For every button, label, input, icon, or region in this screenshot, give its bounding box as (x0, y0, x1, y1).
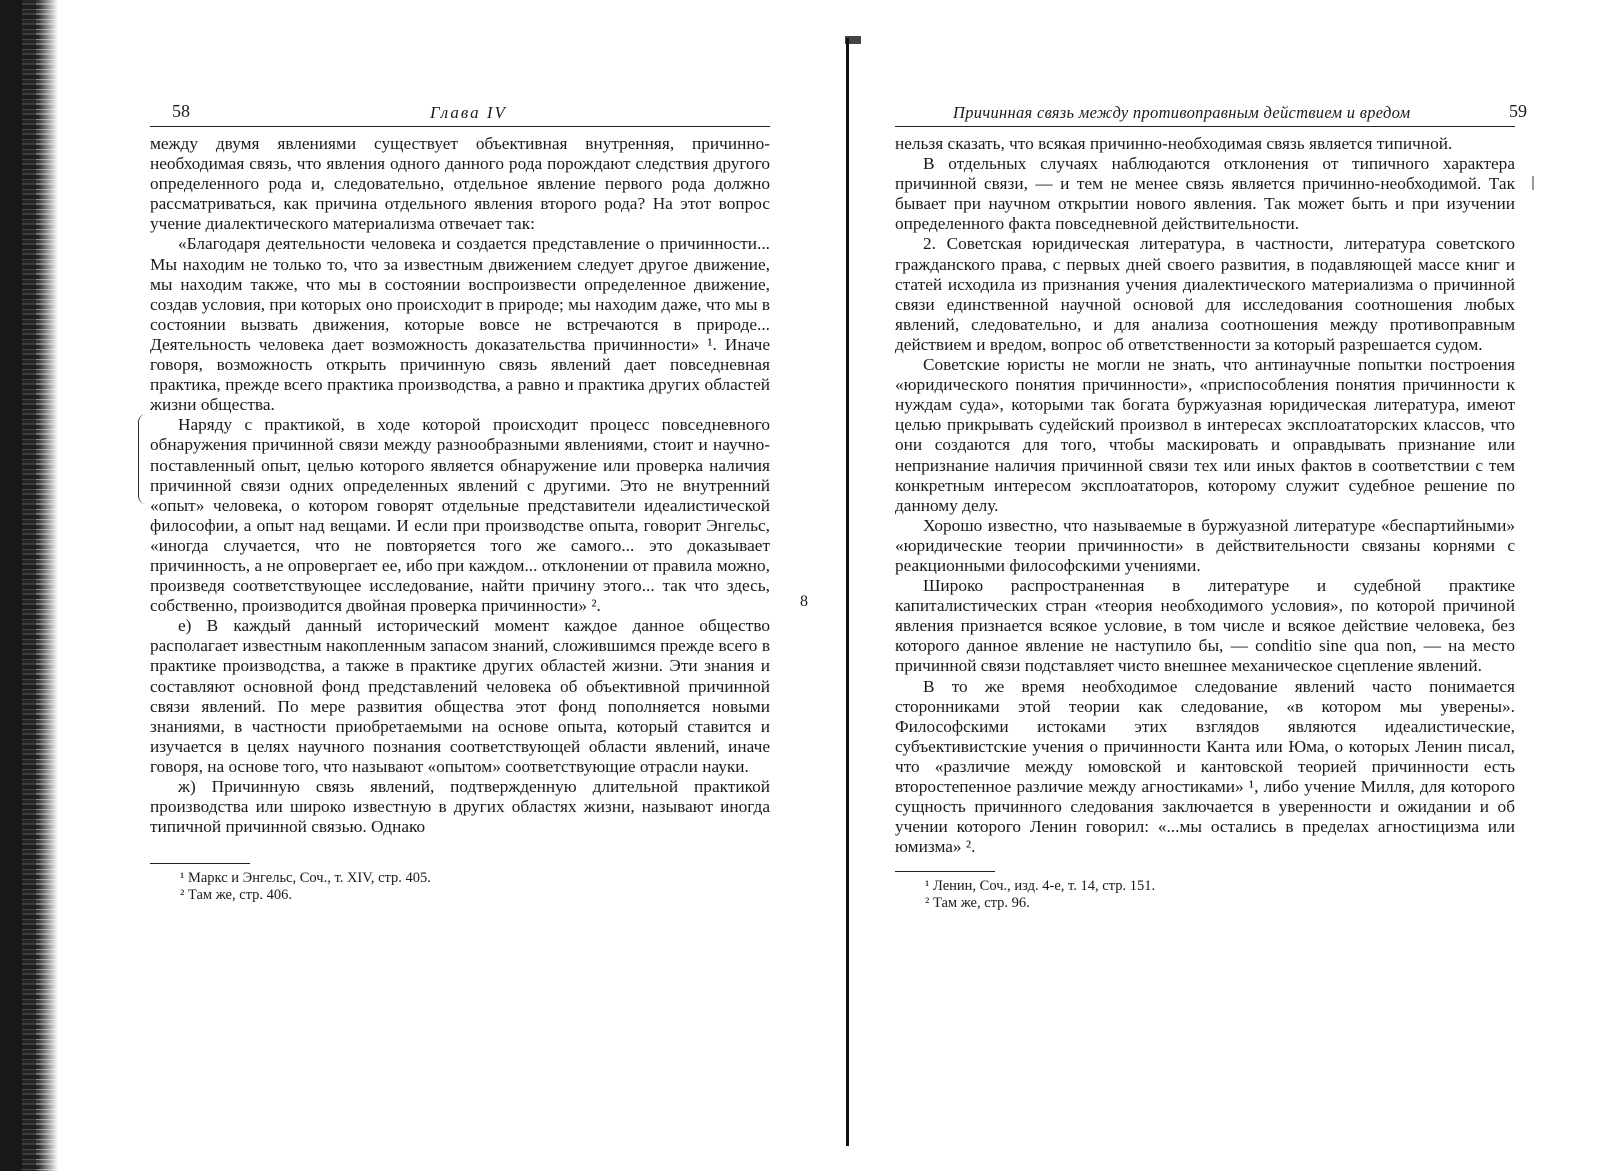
paragraph: нельзя сказать, что всякая причинно-необходимая связь является типичной. (895, 134, 1453, 153)
footnote-rule (895, 871, 995, 872)
right-body-text (895, 134, 1515, 857)
running-head-title: Причинная связь между противоправным действием и вредом (953, 103, 1411, 122)
paragraph: «Благодаря деятельности человека и создается представление о причинности... Мы находим не только то, что за известным движением следует другое движение, мы находим также, что мы в состоянии воспроизвести определенное движение, создав условия, при которых оно происходит в природе; мы находим даже, что мы в состоянии вызвать движения, которые вовсе не встречаются в природе... Деятельность человека дает возможность доказательства причинности» ¹. Иначе говоря, возможность открыть причинную связь явлений дает повседневная практика, прежде всего практика производства, а равно и практика других областей жизни общества. (150, 234, 770, 415)
paragraph: ж) Причинную связь явлений, подтвержденную длительной практикой производства или широко известную в других областях жизни, называют иногда типичной причинной связью. Однако (150, 777, 770, 837)
margin-bracket-mark (138, 414, 149, 504)
paragraph: Наряду с практикой, в ходе которой происходит процесс повседневного обнаружения причинной связи между разнообразными явлениями, стоит и научно-поставленный опыт, целью которого является обнаружение или проверка наличия причинной связи одних определенных явлений с другими. Это не внутренний «опыт» человека, о котором говорят отдельные представители идеалистической философии, а опыт над вещами. И если при производстве опыта, говорит Энгельс, «иногда случается, что не повторяется того же самого... это доказывает причинность, а не опровергает ее, ибо при каждом... отклонении от правила можно, произведя соответствующее исследование, найти причину этого... так что здесь, собственно, производится двойная проверка причинности» ². (150, 415, 770, 616)
footnote: ² Там же, стр. 96. (925, 895, 1030, 912)
paragraph: В отдельных случаях наблюдаются отклонения от типичного характера причинной связи, — и тем не менее связь является причинно-необходимой. Так бывает при научном открытии нового явления. Так может быть и при изучении определенного факта повседневной действительности. (895, 154, 1515, 234)
paragraph: Хорошо известно, что называемые в буржуазной литературе «беспартийными» «юридические теории причинности» в действительности связаны корнями с реакционными философскими учениями. (895, 515, 1515, 575)
footnote-rule (150, 863, 250, 864)
margin-number: 8 (800, 593, 808, 610)
paragraph: Широко распространенная в литературе и судебной практике капиталистических стран «теория необходимого условия», по которой причиной явления признается всякое условие, в том числе и всякое действие человека, без которого данное явление не наступило бы, — conditio sine qua non, — на место причинной связи подставляет чисто внешнее механическое сцепление явлений. (895, 576, 1515, 676)
running-head-title: Глава IV (430, 103, 507, 122)
book-gutter (846, 38, 849, 1146)
paragraph: Советские юристы не могли не знать, что антинаучные попытки построения «юридического понятия причинности», «приспособления понятия причинности к нуждам суда», которыми так богата буржуазная юридическая литература, имеют целью прикрывать судейский произвол в интересах эксплоататорских классов, что они создаются для того, чтобы маскировать и оправдывать признание или непризнание наличия причинной связи тех или иных фактов в соответствии с тем конкретным интересом эксплоататоров, которому служит судебное решение по данному делу. (895, 355, 1515, 515)
page-number: 58 (172, 101, 190, 121)
paragraph: между двумя явлениями существует объективная внутренняя, причинно-необходимая связь, что явления одного данного рода порождают следствия другого определенного рода и, следовательно, отдельное явление первого рода должно рассматриваться, как причина отдельного явления второго рода? На этот вопрос учение диалектического материализма отвечает так: (150, 134, 770, 234)
footnote: ² Там же, стр. 406. (180, 887, 293, 904)
left-body-text (150, 134, 770, 837)
left-running-header (150, 96, 770, 127)
paragraph: 2. Советская юридическая литература, в частности, литература советского гражданского права, с первых дней своего развития, в подавляющей массе книг и статей исходила из признания учения диалектического материализма о причинной связи единственной научной основой для исследования соотношения любых явлений, следовательно, и для анализа соотношения между противоправным действием и вредом, вопрос об ответственности за который разрешается судом. (895, 234, 1515, 354)
page-number: 59 (1509, 101, 1527, 121)
scan-artifact (1532, 176, 1534, 190)
footnote: ¹ Маркс и Энгельс, Соч., т. XIV, стр. 405. (180, 870, 431, 887)
footnote: ¹ Ленин, Соч., изд. 4-е, т. 14, стр. 151. (925, 878, 1156, 895)
paragraph: В то же время необходимое следование явлений часто понимается сторонниками этой теории как следование, «в котором мы уверены». Философскими истоками этих взглядов являются идеалистические, субъективистские учения о причинности Канта или Юма, о которых Ленин писал, что «различие между юмовской и кантовской теорией причинности есть второстепенное различие между агностиками» ¹, либо учение Милля, для которого сущность причинного следования заключается в уверенности и ожидании и об учении которого Ленин говорил: «...мы остались в пределах агностицизма или юмизма» ². (895, 676, 1515, 857)
paragraph: е) В каждый данный исторический момент каждое данное общество располагает известным накопленным запасом знаний, сложившимся прежде всего в практике производства, а также в практике других областей жизни. Эти знания и составляют основной фонд представлений человека об объективной причинной связи явлений. По мере развития общества этот фонд пополняется новыми знаниями, в частности приобретаемыми на основе опыта, который ставится и изучается в целях научного познания соответствующей области явлений, иначе говоря, на основе того, что называют «опытом» соответствующие отрасли науки. (150, 616, 770, 776)
scanned-binding-edge (0, 0, 58, 1171)
right-running-header (895, 96, 1527, 127)
left-page (150, 96, 770, 904)
right-page (895, 96, 1527, 912)
